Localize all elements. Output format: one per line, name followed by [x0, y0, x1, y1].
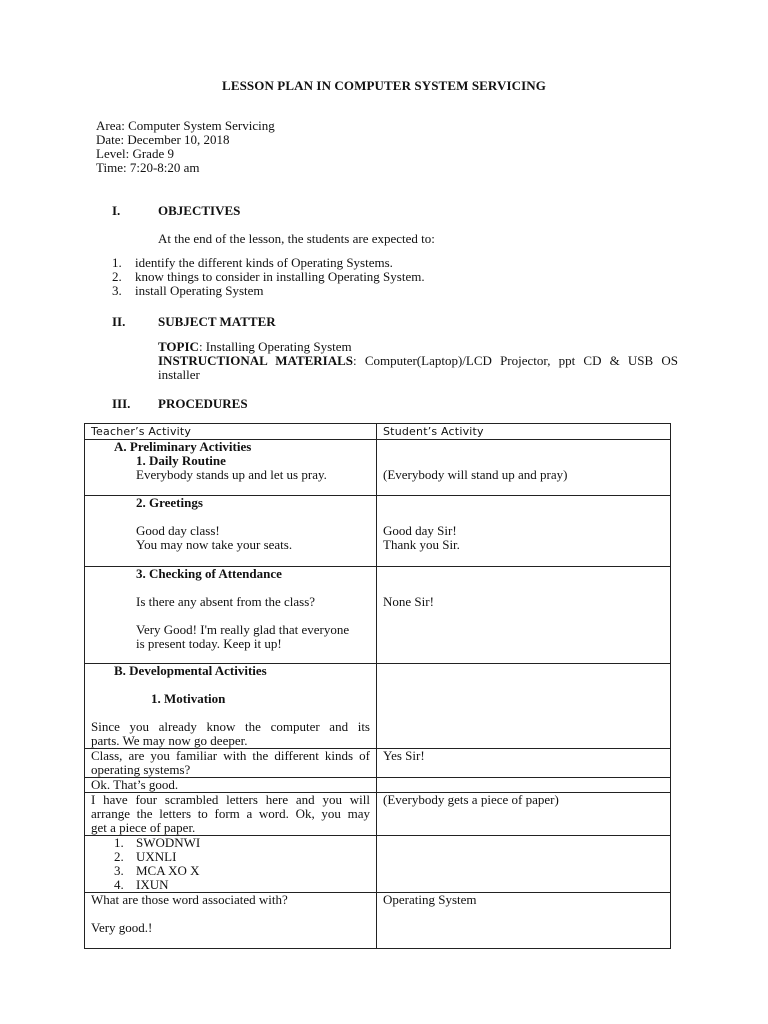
teacher-cell: [85, 836, 377, 893]
student-text: None Sir!: [383, 594, 434, 609]
teacher-text: parts. We may now go deeper.: [91, 733, 248, 748]
list-number: 4.: [114, 877, 124, 892]
student-cell: [377, 836, 671, 893]
student-cell: [377, 567, 671, 664]
list-item: [112, 270, 425, 284]
student-cell: [377, 749, 671, 778]
level-line: Level: Grade 9: [96, 146, 174, 161]
procedures-table: [84, 423, 671, 949]
list-item: [91, 850, 370, 864]
teacher-cell: [85, 440, 377, 496]
materials-line: [158, 354, 678, 368]
time-line: Time: 7:20-8:20 am: [96, 160, 200, 175]
developmental-activities-heading: B. Developmental Activities: [114, 663, 267, 678]
list-number: 1.: [114, 835, 124, 850]
section-number-subject-matter: II.: [112, 314, 126, 329]
teacher-cell: [85, 793, 377, 836]
materials-value: : Computer(Laptop)/LCD Projector, ppt CD & USB OS: [353, 353, 678, 368]
student-cell: [377, 496, 671, 567]
student-text: Thank you Sir.: [383, 537, 460, 552]
teacher-text: Everybody stands up and let us pray.: [136, 467, 327, 482]
scrambled-word: SWODNWI: [136, 835, 201, 850]
student-text: Good day Sir!: [383, 523, 457, 538]
section-number-objectives: I.: [112, 203, 121, 218]
teacher-cell: [85, 567, 377, 664]
motivation-heading: 1. Motivation: [151, 691, 226, 706]
list-number: 1.: [112, 255, 122, 270]
topic-line: [158, 340, 678, 354]
student-text: Yes Sir!: [383, 748, 425, 763]
student-text: (Everybody gets a piece of paper): [383, 792, 559, 807]
objectives-intro: At the end of the lesson, the students are expected to:: [158, 231, 435, 246]
list-text: know things to consider in installing Operating System.: [135, 269, 425, 284]
subject-matter-block: [158, 340, 678, 382]
teacher-text: Class, are you familiar with the different kinds of: [91, 748, 370, 763]
table-row: [85, 496, 671, 567]
objectives-list: [112, 256, 425, 298]
list-text: identify the different kinds of Operating Systems.: [135, 255, 393, 270]
scrambled-word: IXUN: [136, 877, 169, 892]
student-activity-header: Student’s Activity: [377, 424, 671, 440]
date-line: Date: December 10, 2018: [96, 132, 230, 147]
teacher-text: Since you already know the computer and its: [91, 719, 370, 734]
list-number: 3.: [114, 863, 124, 878]
table-header-row: [85, 424, 671, 440]
list-number: 2.: [112, 269, 122, 284]
student-cell: [377, 893, 671, 949]
teacher-text: arrange the letters to form a word. Ok, you may: [91, 806, 370, 821]
table-row: [85, 749, 671, 778]
list-text: install Operating System: [135, 283, 264, 298]
teacher-text: You may now take your seats.: [136, 537, 293, 552]
table-row: [85, 778, 671, 793]
list-number: 2.: [114, 849, 124, 864]
document-title: LESSON PLAN IN COMPUTER SYSTEM SERVICING: [222, 78, 546, 93]
table-row: [85, 664, 671, 749]
list-number: 3.: [112, 283, 122, 298]
teacher-text: Is there any absent from the class?: [136, 594, 316, 609]
student-text: Operating System: [383, 892, 477, 907]
teacher-cell: [85, 496, 377, 567]
section-number-procedures: III.: [112, 396, 131, 411]
section-title-procedures: PROCEDURES: [158, 396, 248, 411]
list-item: [91, 836, 370, 850]
teacher-cell: [85, 893, 377, 949]
teacher-activity-header: Teacher’s Activity: [85, 424, 377, 440]
scrambled-word: UXNLI: [136, 849, 177, 864]
student-cell: [377, 778, 671, 793]
teacher-text: I have four scrambled letters here and you will: [91, 792, 370, 807]
table-row: [85, 440, 671, 496]
teacher-text: Very Good! I'm really glad that everyone: [136, 622, 350, 637]
student-text: (Everybody will stand up and pray): [383, 467, 568, 482]
table-row: [85, 893, 671, 949]
student-cell: [377, 664, 671, 749]
teacher-cell: [85, 778, 377, 793]
preliminary-activities-heading: A. Preliminary Activities: [114, 439, 252, 454]
list-item: [112, 284, 425, 298]
area-line: Area: Computer System Servicing: [96, 118, 275, 133]
header-info: [96, 119, 275, 175]
teacher-text: Ok. That’s good.: [91, 777, 179, 792]
teacher-text: Very good.!: [91, 920, 153, 935]
student-cell: [377, 440, 671, 496]
scrambled-word: MCA XO X: [136, 863, 200, 878]
teacher-text: What are those word associated with?: [91, 892, 288, 907]
list-item: [112, 256, 425, 270]
student-cell: [377, 793, 671, 836]
attendance-heading: 3. Checking of Attendance: [136, 566, 282, 581]
topic-value: : Installing Operating System: [198, 339, 352, 354]
greetings-heading: 2. Greetings: [136, 495, 203, 510]
teacher-text: is present today. Keep it up!: [136, 636, 282, 651]
materials-label: INSTRUCTIONAL MATERIALS: [158, 353, 354, 368]
table-row: [85, 567, 671, 664]
table-row: [85, 836, 671, 893]
teacher-text: operating systems?: [91, 762, 191, 777]
teacher-cell: [85, 749, 377, 778]
section-title-objectives: OBJECTIVES: [158, 203, 241, 218]
materials-line-2: installer: [158, 367, 200, 382]
section-title-subject-matter: SUBJECT MATTER: [158, 314, 276, 329]
list-item: [91, 864, 370, 878]
teacher-text: Good day class!: [136, 523, 220, 538]
table-row: [85, 793, 671, 836]
list-item: [91, 878, 370, 892]
daily-routine-heading: 1. Daily Routine: [136, 453, 226, 468]
topic-label: TOPIC: [158, 339, 199, 354]
teacher-cell: [85, 664, 377, 749]
teacher-text: get a piece of paper.: [91, 820, 196, 835]
